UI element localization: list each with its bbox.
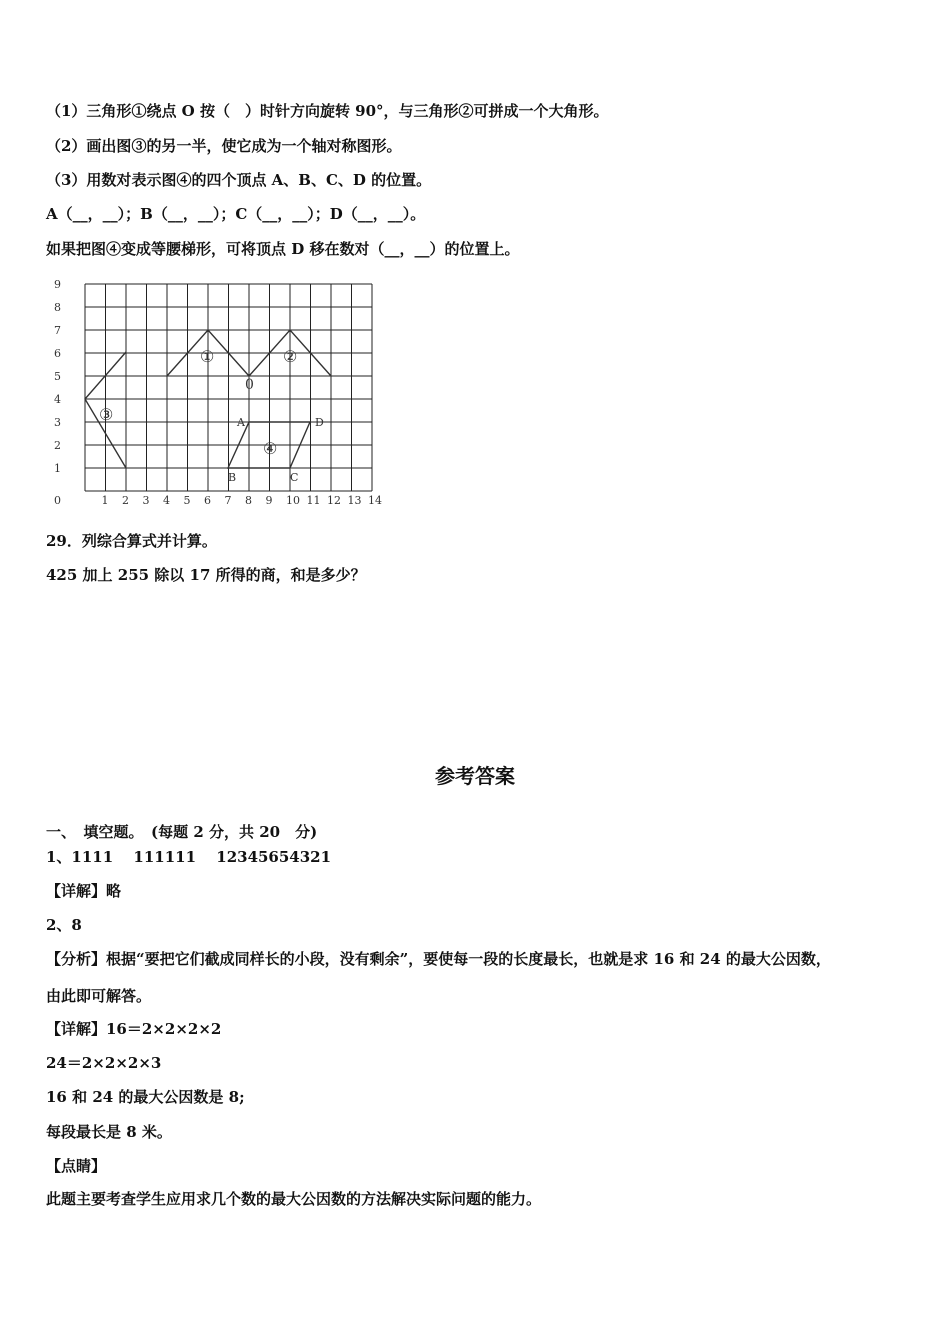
x-tick-label: 5 [183, 494, 191, 507]
vertex-a-label: A [237, 416, 245, 429]
answer-2-detail: 【详解】16＝2×2×2×2 [46, 1020, 222, 1038]
question-1: （1）三角形①绕点 O 按（ ）时针方向旋转 90°，与三角形②可拼成一个大角形。 [46, 102, 609, 120]
question-2: （2）画出图③的另一半，使它成为一个轴对称图形。 [46, 137, 402, 155]
y-tick-label: 8 [54, 301, 61, 314]
vertex-b-label: B [228, 471, 237, 484]
question-3: （3）用数对表示图④的四个顶点 A、B、C、D 的位置。 [46, 171, 432, 189]
x-tick-label: 14 [368, 494, 382, 507]
point-o-label: 0 [245, 377, 254, 393]
shape-label-3: ③ [99, 405, 114, 424]
answer-2-detail-line: 每段最长是 8 米。 [46, 1123, 172, 1141]
answer-2: 2、8 [46, 916, 82, 934]
y-tick-label: 3 [54, 416, 61, 429]
vertex-d-label: D [315, 416, 324, 429]
answers-section: 一、 填空题。 (每题 2 分，共 20 分) [46, 823, 318, 841]
x-tick-label: 9 [265, 494, 273, 507]
answer-2-detail-line: 16 和 24 的最大公因数是 8; [46, 1088, 245, 1106]
answer-1-detail: 【详解】略 [46, 882, 122, 900]
answers-heading: 参考答案 [435, 764, 515, 788]
x-tick-label: 6 [204, 494, 211, 507]
x-tick-label: 4 [163, 494, 170, 507]
question-3-blanks: A（__，__）；B（__，__）；C（__，__）；D（__，__）。 [46, 205, 426, 223]
coordinate-grid-figure [40, 268, 382, 518]
x-tick-label: 0 [54, 494, 61, 507]
shape-label-4: ④ [263, 439, 278, 458]
answer-2-detail-line: 24＝2×2×2×3 [46, 1054, 162, 1072]
y-tick-label: 5 [54, 370, 61, 383]
y-tick-label: 7 [54, 324, 61, 337]
x-tick-label: 11 [306, 494, 321, 507]
question-29-text: 425 加上 255 除以 17 所得的商，和是多少？ [46, 566, 366, 584]
x-tick-label: 12 [327, 494, 341, 507]
question-4: 如果把图④变成等腰梯形，可将顶点 D 移在数对（__，__）的位置上。 [46, 240, 520, 258]
question-29-title: 29．列综合算式并计算。 [46, 532, 217, 550]
y-tick-label: 2 [54, 439, 61, 452]
x-tick-label: 1 [101, 494, 109, 507]
x-tick-label: 7 [224, 494, 232, 507]
vertex-c-label: C [290, 471, 299, 484]
grid-lines [85, 284, 372, 491]
y-tick-label: 6 [54, 347, 61, 360]
answer-1: 1、1111 111111 12345654321 [46, 848, 332, 866]
x-tick-label: 3 [142, 494, 150, 507]
x-tick-label: 13 [347, 494, 362, 507]
answer-2-analysis-cont: 由此即可解答。 [46, 987, 152, 1005]
y-tick-label: 4 [54, 393, 61, 406]
y-tick-label: 1 [54, 462, 61, 475]
shape-label-2: ② [283, 347, 298, 366]
answer-2-note: 【点睛】 [46, 1157, 107, 1175]
answer-2-note-text: 此题主要考查学生应用求几个数的最大公因数的方法解决实际问题的能力。 [46, 1190, 542, 1208]
x-tick-label: 10 [286, 494, 300, 507]
y-tick-label: 9 [54, 278, 61, 291]
x-tick-label: 2 [122, 494, 129, 507]
shape-label-1: ① [200, 347, 215, 366]
x-tick-label: 8 [245, 494, 252, 507]
answer-2-analysis: 【分析】根据“要把它们截成同样长的小段，没有剩余”，要使每一段的长度最长，也就是求 16 和 24 的最大公因数， [46, 950, 831, 968]
